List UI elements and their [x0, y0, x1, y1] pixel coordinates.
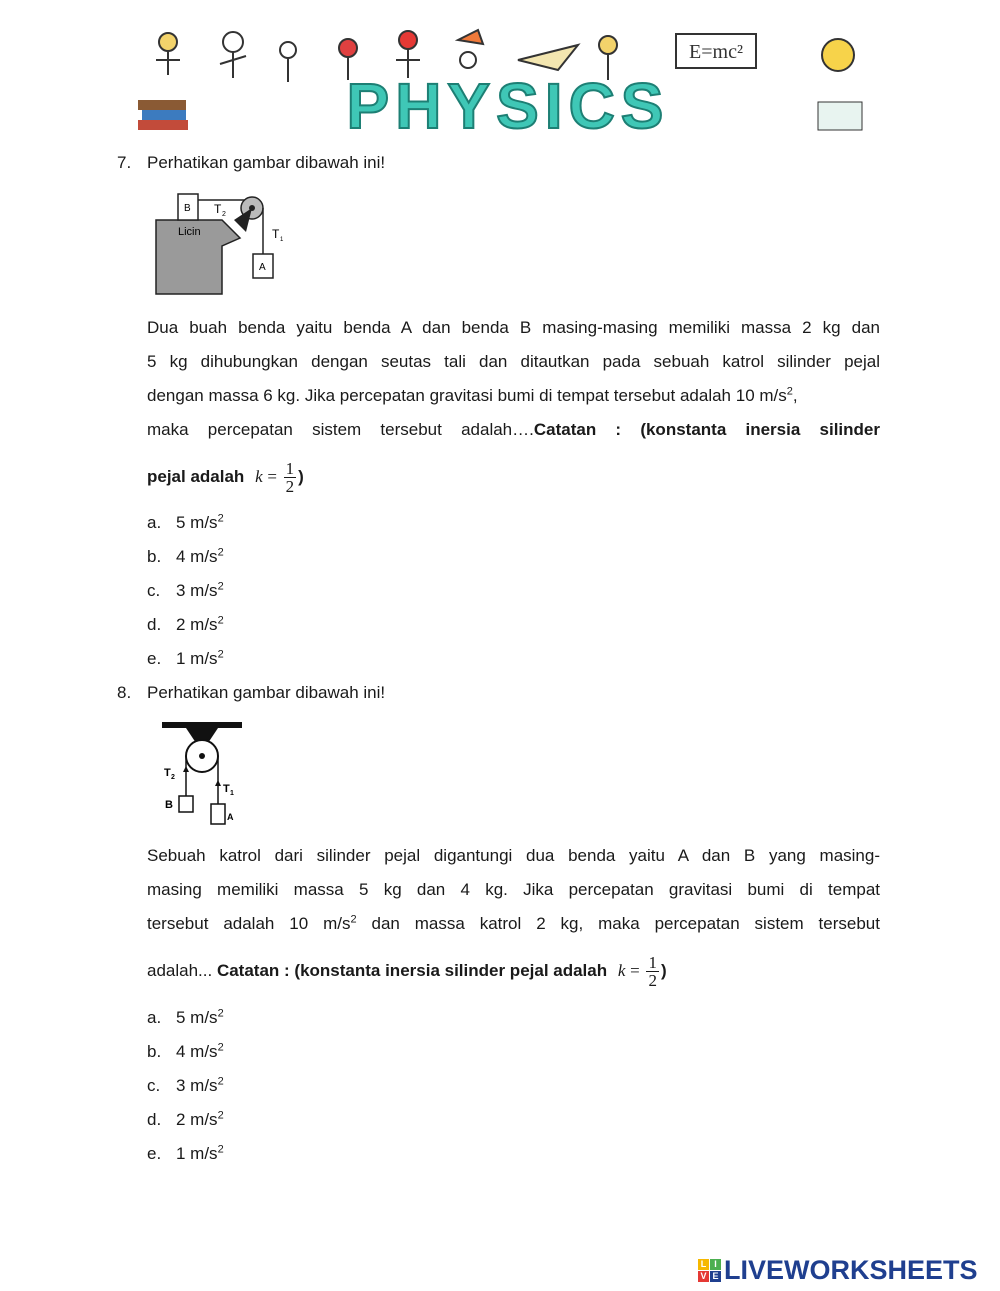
q8-k-eq: = — [630, 961, 640, 980]
logo-text: LIVEWORKSHEETS — [724, 1254, 978, 1285]
q7-option-b[interactable] — [147, 547, 224, 581]
q8-line-4-bold: Catatan : (konstanta inersia silinder pejal adalah — [216, 961, 608, 980]
option-value: 2 m/s — [176, 1110, 218, 1129]
option-letter: d. — [147, 615, 162, 634]
option-sup: 2 — [217, 1109, 224, 1122]
option-sup: 2 — [217, 512, 224, 525]
fig7-label-t2: T — [214, 202, 222, 216]
option-letter: d. — [147, 1110, 162, 1129]
option-value: 3 m/s — [176, 1076, 218, 1095]
q7-k-var: k — [255, 467, 263, 486]
physics-banner — [138, 20, 866, 135]
logo-letter-v: V — [698, 1271, 709, 1282]
option-letter: b. — [147, 547, 162, 566]
q8-line-4-plain: adalah... — [147, 961, 217, 980]
q7-line-4-bold: Catatan : (konstanta inersia silinder — [533, 420, 880, 439]
option-value: 1 m/s — [176, 649, 218, 668]
q8-option-c[interactable] — [147, 1076, 224, 1110]
banner-formula: E=mc² — [689, 41, 743, 63]
question-7-prompt: Perhatikan gambar dibawah ini! — [147, 153, 386, 172]
fig7-label-licin: Licin — [178, 226, 201, 238]
fig7-label-t1-sub: 1 — [280, 237, 284, 243]
fig8-label-t1: T — [223, 783, 230, 795]
option-letter: e. — [147, 649, 162, 668]
option-letter: c. — [147, 581, 161, 600]
q7-option-e[interactable] — [147, 649, 224, 683]
option-value: 4 m/s — [176, 1042, 218, 1061]
option-sup: 2 — [217, 1075, 224, 1088]
q7-k-num: 1 — [285, 459, 295, 479]
option-sup: 2 — [217, 1007, 224, 1020]
q7-option-d[interactable] — [147, 615, 224, 649]
question-7-number: 7. — [117, 153, 132, 172]
q7-line-5 — [147, 455, 880, 499]
option-letter: a. — [147, 1008, 162, 1027]
q8-line-3-sup: 2 — [350, 913, 357, 926]
option-letter: b. — [147, 1042, 162, 1061]
q7-line-5-bold: pejal adalah — [147, 467, 245, 486]
q8-line-3b: dan massa katrol 2 kg, maka percepatan sistem tersebut — [356, 914, 880, 933]
option-letter: a. — [147, 513, 162, 532]
fig7-label-a: A — [259, 262, 266, 273]
q8-k-num: 1 — [648, 953, 657, 973]
option-sup: 2 — [217, 648, 224, 661]
option-sup: 2 — [217, 614, 224, 627]
option-sup: 2 — [217, 1143, 224, 1156]
q8-line-4 — [147, 949, 880, 993]
fig8-label-b: B — [165, 799, 173, 811]
option-letter: c. — [147, 1076, 161, 1095]
fig7-label-t2-sub: 2 — [222, 211, 226, 218]
q8-option-b[interactable] — [147, 1042, 224, 1076]
fig8-label-t1-sub: 1 — [230, 790, 234, 797]
liveworksheets-logo[interactable] — [698, 1256, 978, 1284]
option-value: 4 m/s — [176, 547, 218, 566]
fig7-label-t1: T — [272, 227, 280, 241]
question-7-figure — [150, 188, 290, 300]
logo-icon — [698, 1259, 721, 1282]
logo-letter-e: E — [710, 1271, 721, 1282]
q8-option-e[interactable] — [147, 1144, 224, 1178]
option-value: 5 m/s — [176, 513, 218, 532]
q8-line-1: Sebuah katrol dari silinder pejal digantungi dua benda yaitu A dan B yang masing- — [147, 846, 880, 865]
question-7-text — [147, 311, 880, 499]
q7-line-3 — [147, 379, 880, 413]
option-value: 5 m/s — [176, 1008, 218, 1027]
question-8-number: 8. — [117, 683, 132, 702]
banner-word: PHYSICS — [346, 70, 670, 135]
q7-close-paren: ) — [298, 467, 304, 486]
q8-k-var: k — [617, 961, 626, 980]
logo-letter-i: I — [710, 1259, 721, 1270]
q8-option-a[interactable] — [147, 1008, 224, 1042]
q7-k-eq: = — [267, 467, 277, 486]
question-8-text — [147, 839, 880, 993]
q7-line-3-text: dengan massa 6 kg. Jika percepatan gravitasi bumi di tempat tersebut adalah 10 m/s — [147, 386, 787, 405]
q7-option-c[interactable] — [147, 581, 224, 615]
q8-close-paren: ) — [660, 961, 667, 980]
option-sup: 2 — [217, 580, 224, 593]
q7-line-2: 5 kg dihubungkan dengan seutas tali dan ditautkan pada sebuah katrol silinder pejal — [147, 352, 880, 371]
q8-line-3 — [147, 907, 880, 941]
option-value: 3 m/s — [176, 581, 218, 600]
option-value: 2 m/s — [176, 615, 218, 634]
option-sup: 2 — [217, 1041, 224, 1054]
q7-line-3-end: , — [792, 386, 798, 405]
question-8-prompt: Perhatikan gambar dibawah ini! — [147, 683, 386, 702]
logo-letter-l: L — [698, 1259, 709, 1270]
fig8-label-a: A — [227, 812, 234, 822]
q7-k-den: 2 — [285, 477, 295, 497]
option-value: 1 m/s — [176, 1144, 218, 1163]
question-8-figure — [150, 716, 260, 832]
q7-option-a[interactable] — [147, 513, 224, 547]
question-7-options — [147, 513, 224, 683]
q7-line-4 — [147, 413, 880, 447]
q8-k-fraction — [646, 954, 659, 989]
option-sup: 2 — [217, 546, 224, 559]
q7-line-3-sup: 2 — [786, 385, 793, 398]
question-8-options — [147, 1008, 224, 1178]
fig7-label-b: B — [184, 203, 191, 214]
q7-line-1: Dua buah benda yaitu benda A dan benda B masing-masing memiliki massa 2 kg dan — [147, 318, 880, 337]
q8-option-d[interactable] — [147, 1110, 224, 1144]
option-letter: e. — [147, 1144, 162, 1163]
q8-k-den: 2 — [648, 971, 657, 991]
q8-line-3a: tersebut adalah 10 m/s — [147, 914, 351, 933]
q8-line-2: masing memiliki massa 5 kg dan 4 kg. Jika percepatan gravitasi bumi di tempat — [147, 880, 880, 899]
q7-k-fraction — [284, 460, 297, 495]
fig8-label-t2-sub: 2 — [171, 774, 175, 781]
fig8-label-t2: T — [164, 767, 171, 779]
q7-line-4-plain: maka percepatan sistem tersebut adalah…. — [147, 420, 534, 439]
